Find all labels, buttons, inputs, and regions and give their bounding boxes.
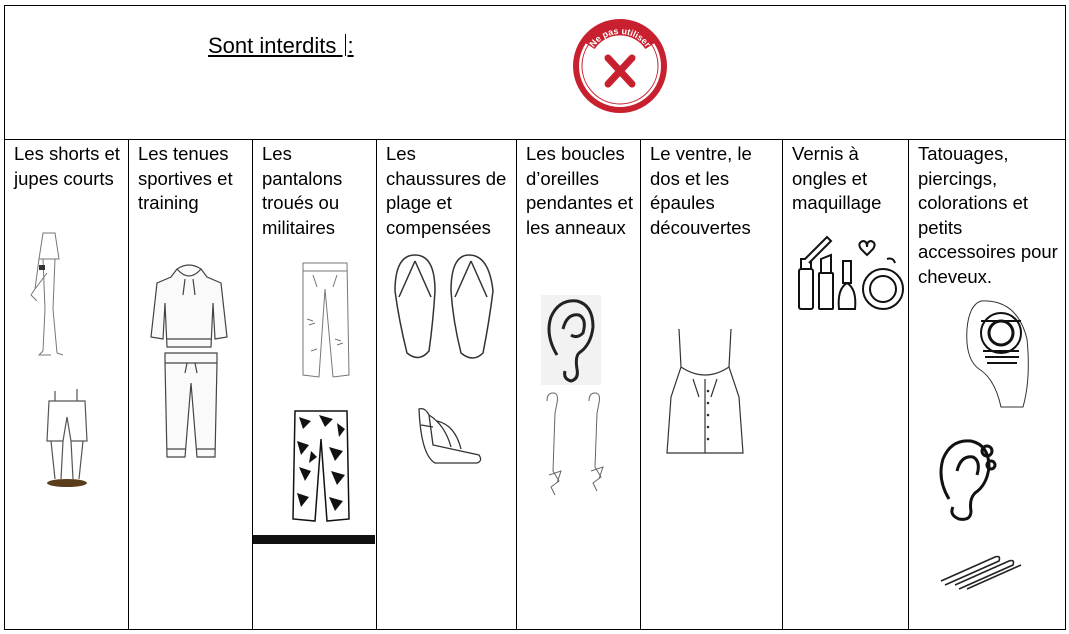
column-label: Tatouages, piercings, colorations et petits accessoires pour cheveux. [918,143,1058,287]
wedge-sandal-icon [415,405,485,467]
tattoo-arm-icon [961,299,1031,409]
camo-pants-icon [289,407,353,527]
jogging-pants-icon [159,349,223,473]
page-title [208,33,354,59]
text-cursor [345,34,346,56]
column-dangling-earrings [517,139,641,629]
column-label: Vernis à ongles et maquillage [792,143,882,213]
categories-row [5,139,1065,629]
column-label: Le ventre, le dos et les épaules découvertes [650,143,752,238]
column-tattoos-piercings-accessories [909,139,1067,629]
column-label: Les chaussures de plage et compensées [386,143,507,238]
table-header-row [5,6,1065,140]
dangling-earrings-icon [539,391,619,499]
column-label: Les tenues sportives et training [138,143,233,213]
makeup-icon [797,229,905,313]
column-ripped-military-pants [253,139,377,629]
column-label: Les pantalons troués ou militaires [262,143,343,238]
short-skirt-icon [25,229,77,359]
column-nail-polish-makeup [783,139,909,629]
column-label: Les shorts et jupes courts [14,143,120,189]
hair-pins-icon [939,551,1023,591]
ripped-jeans-icon [297,259,353,383]
camisole-top-icon [661,327,751,457]
column-shorts-skirts [5,139,129,629]
shorts-icon [43,387,93,497]
title-colon: : [347,33,354,58]
column-beach-wedge-shoes [377,139,517,629]
forbidden-items-table [4,5,1066,630]
flip-flops-icon [389,251,499,363]
column-sportswear [129,139,253,629]
title-text: Sont interdits [208,33,337,58]
stamp-label: Ne pas utiliser [587,25,653,49]
column-uncovered-belly-back-shoulders [641,139,783,629]
ear-piercing-icon [935,435,1005,523]
image-caption-bar [253,535,375,544]
ear-icon [541,295,601,385]
column-label: Les boucles d’oreilles pendantes et les anneaux [526,143,633,238]
forbidden-stamp-icon [572,18,668,114]
